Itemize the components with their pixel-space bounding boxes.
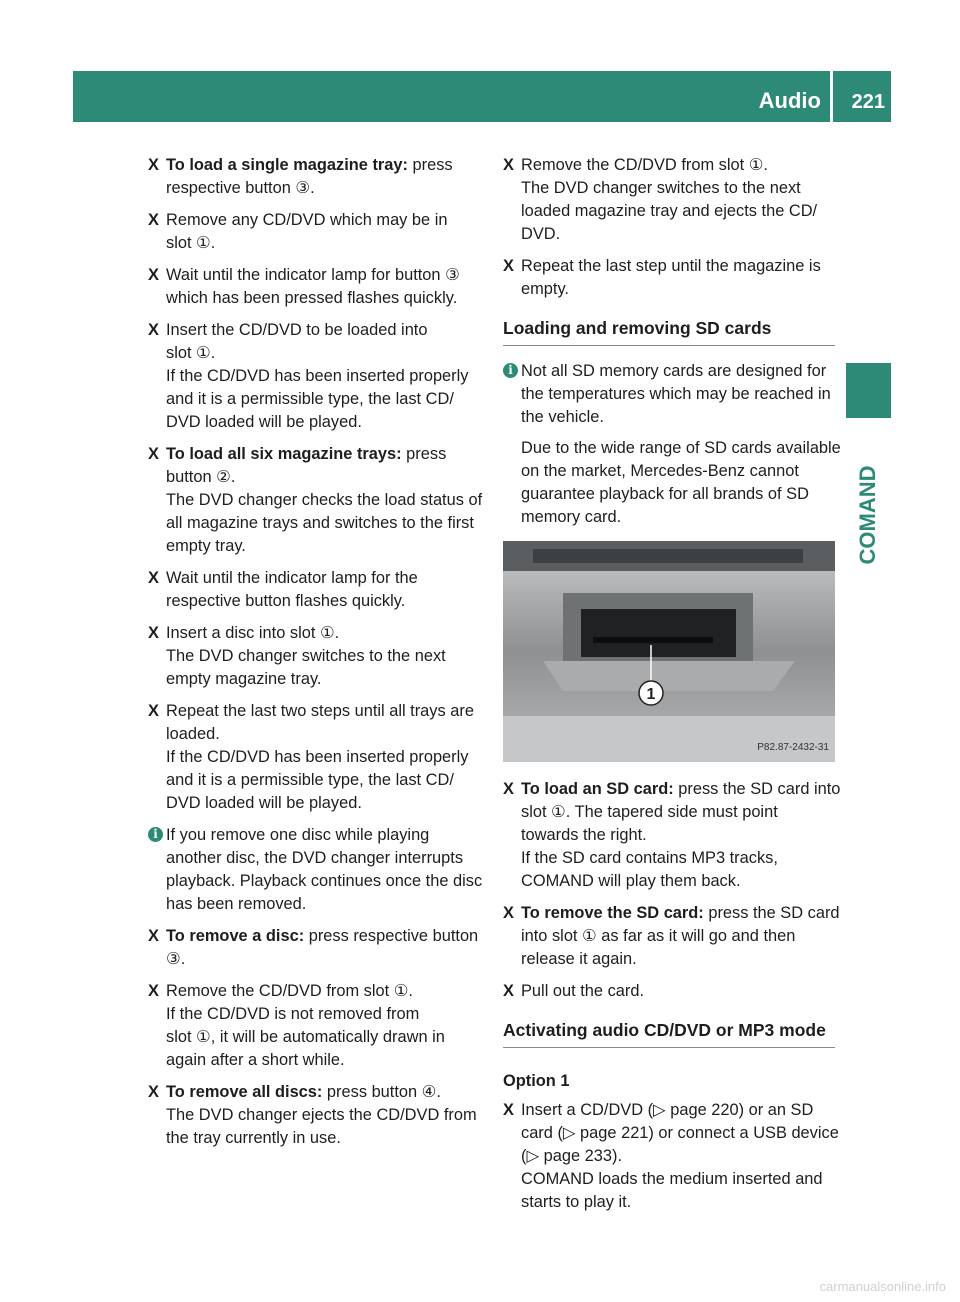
- instruction-step: [503, 154, 835, 246]
- text-line: slot ①.: [166, 234, 216, 252]
- text-line: release it again.: [521, 950, 637, 968]
- text-line: the temperatures which may be reached in: [521, 385, 831, 403]
- console-button-row: [533, 549, 803, 563]
- text-line: into slot ① as far as it will go and then: [521, 927, 796, 945]
- text-line: To load all six magazine trays: press: [166, 445, 447, 463]
- callout-number: 1: [646, 686, 656, 703]
- text-line: If the SD card contains MP3 tracks,: [521, 849, 778, 867]
- text-line: empty tray.: [166, 537, 246, 555]
- page-number: 221: [851, 91, 885, 113]
- text-line: Insert a CD/DVD (▷ page 220) or an SD: [521, 1101, 814, 1119]
- text-line: another disc, the DVD changer interrupts: [166, 849, 464, 867]
- text-line: guarantee playback for all brands of SD: [521, 485, 809, 503]
- text-line: DVD loaded will be played.: [166, 413, 362, 431]
- photo-illustration: [503, 541, 835, 762]
- page-header: [73, 71, 891, 122]
- note-paragraph: [521, 437, 841, 529]
- info-note: [503, 360, 841, 529]
- step-marker: X: [148, 569, 159, 587]
- right-column: [503, 154, 841, 1223]
- text-line: Remove any CD/DVD which may be in: [166, 211, 448, 229]
- step-marker: X: [148, 1083, 159, 1101]
- instruction-step: [148, 319, 482, 434]
- step-marker: X: [148, 211, 159, 229]
- text-line: the vehicle.: [521, 408, 604, 426]
- text-line: and it is a permissible type, the last CD/: [166, 771, 454, 789]
- left-column: [148, 154, 482, 1159]
- note-paragraph: [521, 360, 835, 429]
- text-line: on the market, Mercedes-Benz cannot: [521, 462, 799, 480]
- instruction-step: [148, 264, 482, 310]
- step-marker: X: [503, 156, 514, 174]
- text-line: which has been pressed flashes quickly.: [166, 289, 458, 307]
- text-line: has been removed.: [166, 895, 307, 913]
- text-line: DVD loaded will be played.: [166, 794, 362, 812]
- text-line: To load an SD card: press the SD card into: [521, 780, 841, 798]
- text-line: Wait until the indicator lamp for the: [166, 569, 418, 587]
- text-line: slot ①. The tapered side must point: [521, 803, 778, 821]
- step-heading: To load an SD card:: [521, 780, 674, 798]
- step-marker: X: [148, 624, 159, 642]
- text-line: loaded.: [166, 725, 220, 743]
- text-line: slot ①, it will be automatically drawn in: [166, 1028, 445, 1046]
- text-line: slot ①.: [166, 344, 216, 362]
- text-line: The DVD changer switches to the next: [521, 179, 801, 197]
- text-line: Wait until the indicator lamp for button ③: [166, 266, 460, 284]
- step-marker: X: [148, 445, 159, 463]
- instruction-step: [503, 1099, 839, 1214]
- text-line: To remove a disc: press respective button: [166, 927, 479, 945]
- note-paragraph: [166, 824, 482, 916]
- text-line: To load a single magazine tray: press: [166, 156, 453, 174]
- instruction-step: [148, 209, 482, 255]
- step-heading: To remove all discs:: [166, 1083, 323, 1101]
- text-line: loaded magazine tray and ejects the CD/: [521, 202, 818, 220]
- text-line: starts to play it.: [521, 1193, 632, 1211]
- subheading: Option 1: [503, 1072, 570, 1090]
- step-marker: X: [148, 702, 159, 720]
- text-line: If the CD/DVD has been inserted properly: [166, 748, 469, 766]
- text-line: respective button flashes quickly.: [166, 592, 406, 610]
- text-line: The DVD changer switches to the next: [166, 647, 446, 665]
- instruction-step: [148, 443, 482, 558]
- instruction-step: [503, 778, 841, 893]
- text-line: button ②.: [166, 468, 236, 486]
- drawer-lip: [543, 661, 795, 691]
- sd-card-slot: [593, 637, 713, 643]
- step-marker: X: [503, 982, 514, 1000]
- instruction-step: [503, 255, 835, 301]
- text-line: COMAND will play them back.: [521, 872, 741, 890]
- text-line: If you remove one disc while playing: [166, 826, 430, 844]
- text-line: Pull out the card.: [521, 982, 645, 1000]
- text-line: To remove the SD card: press the SD card: [521, 904, 840, 922]
- instruction-step: [148, 622, 482, 691]
- footer-watermark: carmanualsonline.info: [819, 1279, 946, 1294]
- step-heading: To remove a disc:: [166, 927, 305, 945]
- text-line: ③.: [166, 950, 186, 968]
- text-line: Not all SD memory cards are designed for: [521, 362, 827, 380]
- text-line: respective button ③.: [166, 179, 315, 197]
- text-line: (▷ page 233).: [521, 1147, 622, 1165]
- slot-panel: [581, 609, 736, 657]
- instruction-step: [148, 980, 482, 1072]
- text-line: again after a short while.: [166, 1051, 345, 1069]
- text-line: If the CD/DVD has been inserted properly: [166, 367, 469, 385]
- step-marker: X: [503, 257, 514, 275]
- info-icon: i: [503, 363, 518, 378]
- section-heading: Loading and removing SD cards: [503, 317, 835, 346]
- text-line: Repeat the last step until the magazine is: [521, 257, 821, 275]
- text-line: all magazine trays and switches to the first: [166, 514, 474, 532]
- step-marker: X: [503, 904, 514, 922]
- text-line: DVD.: [521, 225, 561, 243]
- text-line: empty.: [521, 280, 569, 298]
- text-line: COMAND loads the medium inserted and: [521, 1170, 823, 1188]
- text-line: card (▷ page 221) or connect a USB device: [521, 1124, 839, 1142]
- text-line: playback. Playback continues once the disc: [166, 872, 483, 890]
- figure-code: P82.87-2432-31: [757, 742, 829, 753]
- step-heading: To load all six magazine trays:: [166, 445, 402, 463]
- info-note: [148, 824, 482, 916]
- side-section-label: COMAND: [855, 465, 880, 565]
- instruction-step: [503, 980, 835, 1003]
- text-line: The DVD changer ejects the CD/DVD from: [166, 1106, 477, 1124]
- text-line: The DVD changer checks the load status of: [166, 491, 483, 509]
- step-marker: X: [148, 156, 159, 174]
- instruction-step: [148, 1081, 482, 1150]
- instruction-step: [148, 154, 482, 200]
- instruction-step: [148, 700, 482, 815]
- step-marker: X: [503, 780, 514, 798]
- text-line: towards the right.: [521, 826, 647, 844]
- info-icon: i: [148, 827, 163, 842]
- instruction-step: [148, 925, 482, 971]
- chapter-title: Audio: [758, 88, 821, 113]
- text-line: empty magazine tray.: [166, 670, 322, 688]
- step-heading: To load a single magazine tray:: [166, 156, 408, 174]
- text-line: Remove the CD/DVD from slot ①.: [166, 982, 413, 1000]
- text-line: To remove all discs: press button ④.: [166, 1083, 441, 1101]
- text-line: Due to the wide range of SD cards available: [521, 439, 841, 457]
- step-heading: To remove the SD card:: [521, 904, 704, 922]
- text-line: Remove the CD/DVD from slot ①.: [521, 156, 768, 174]
- step-marker: X: [148, 982, 159, 1000]
- step-marker: X: [148, 321, 159, 339]
- step-marker: X: [148, 927, 159, 945]
- instruction-step: [148, 567, 482, 613]
- text-line: and it is a permissible type, the last CD/: [166, 390, 454, 408]
- section-heading: Activating audio CD/DVD or MP3 mode: [503, 1019, 835, 1048]
- text-line: Repeat the last two steps until all trays are: [166, 702, 474, 720]
- text-line: memory card.: [521, 508, 622, 526]
- side-tab-marker: [846, 363, 891, 418]
- step-marker: X: [148, 266, 159, 284]
- step-marker: X: [503, 1101, 514, 1119]
- text-line: If the CD/DVD is not removed from: [166, 1005, 420, 1023]
- instruction-step: [503, 902, 840, 971]
- text-line: the tray currently in use.: [166, 1129, 341, 1147]
- text-line: Insert a disc into slot ①.: [166, 624, 340, 642]
- text-line: Insert the CD/DVD to be loaded into: [166, 321, 428, 339]
- header-divider: [830, 71, 833, 122]
- dashboard-photo: [503, 541, 835, 762]
